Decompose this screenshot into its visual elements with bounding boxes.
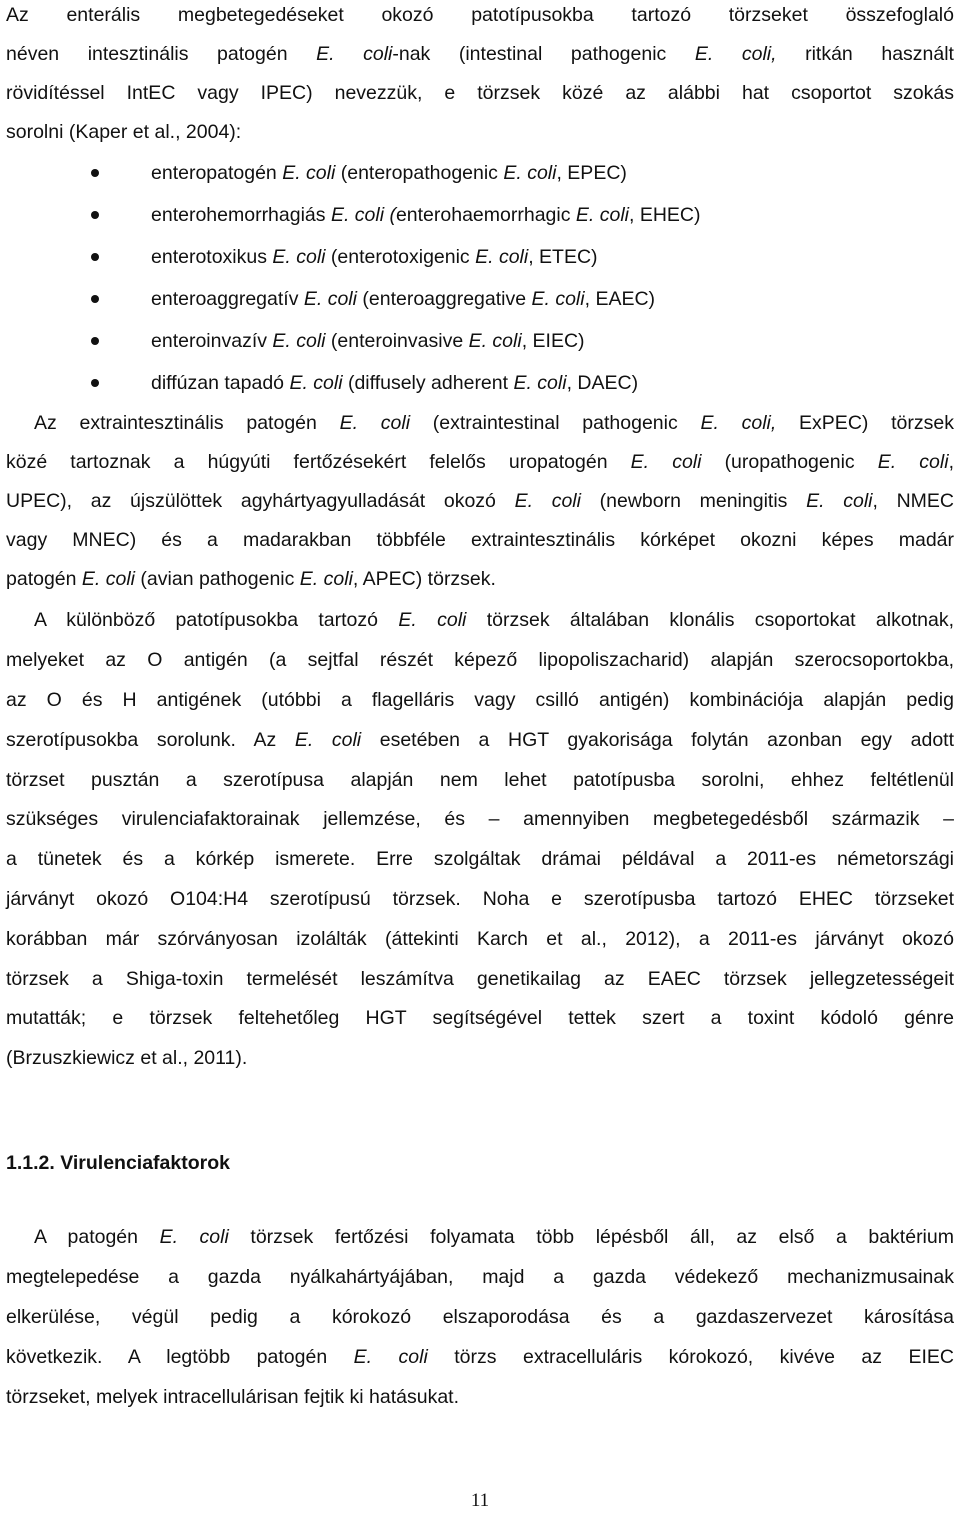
bullet-icon xyxy=(91,379,99,387)
text-line: korábban már szórványosan izolálták (áttekinti Karch et al., 2012), a 2011-es járványt okozó xyxy=(6,928,954,950)
bullet-icon xyxy=(91,211,99,219)
document-page: Az enterális megbetegedéseket okozó patotípusokba tartozó törzseket összefoglaló néven intesztinális patogén E. coli-nak (intestinal pathogenic E. coli, ritkán használt rövidítéssel IntEC vagy IPEC) nevezzük, e törzsek közé az alábbi hat csoportot szokás sorolni (Kaper et al., 2004): enteropatogén E. coli (enteropathogenic E. coli, EPEC) enterohemorrhagiás E. coli (enterohaemorrhagic E. coli, EHEC) enterotoxikus E. coli (enterotoxigenic E. coli, ETEC) enteroaggregatív E. coli (enteroaggregative E. coli, EAEC) enteroinvazív E. coli (enteroinvasive E. coli, EIEC) diffúzan tapadó E. coli (diffusely adherent E. coli, DAEC) Az extraintesztinális patogén E. coli (extraintestinal pathogenic E. coli, ExPEC) törzsek közé tartoznak a húgyúti fertőzésekért felelős uropatogén E. coli (uropathogenic E. coli, UPEC), az újszülöttek agyhártyagyulladását okozó E. coli (newborn meningitis E. coli, NMEC vagy MNEC) és a madarakban többféle extraintesztinális kórképet okozni képes madár patogén E. coli (avian pathogenic E. coli, APEC) törzsek. A különböző patotípusokba tartozó E. coli törzsek általában klonális csoportokat alkotnak, melyeket az O antigén (a sejtfal részét képező lipopoliszacharid) alapján szerocsoportokba, az O és H antigének (utóbbi a flagelláris vagy csilló antigén) kombinációja alapján pedig szerotípusokba sorolunk. Az E. coli esetében a HGT gyakorisága folytán azonban egy adott törzset pusztán a szerotípusa alapján nem lehet patotípusba sorolni, ehhez feltétlenül szükséges virulenciafaktorainak jellemzése, és – amennyiben megbetegedésből származik – a tünetek és a kórkép ismerete. Erre szolgáltak drámai példával a 2011-es németországi járványt okozó O104:H4 szerotípusú törzsek. Noha e szerotípusba tartozó EHEC törzseket korábban már szórványosan izolálták (áttekinti Karch et al., 2012), a 2011-es járványt okozó törzsek a Shiga-toxin termelését leszámítva genetikailag az EAEC törzsek jellegzetességeit mutatták; e törzsek feltehetőleg HGT segítségével tettek szert a toxint kódoló génre (Brzuszkiewicz et al., 2011). 1.1.2. Virulenciafaktorok A patogén E. coli törzsek fertőzési folyamata több lépésből áll, az első a baktérium megtelepedése a gazda nyálkahártyájában, majd a gazda védekező mechanizmusainak elkerülése, végül pedig a kórokozó elszaporodása és a gazdaszervezet károsítása következik. A legtöbb patogén E. coli törzs extracelluláris kórokozó, kivéve az EIEC törzseket, melyek intracellulárisan fejtik ki hatásukat. 11 xyxy=(0,0,960,1513)
text-line: elkerülése, végül pedig a kórokozó elszaporodása és a gazdaszervezet károsítása xyxy=(6,1306,954,1328)
text-line: Az enterális megbetegedéseket okozó patotípusokba tartozó törzseket összefoglaló xyxy=(6,4,954,26)
text-line: vagy MNEC) és a madarakban többféle extraintesztinális kórképet okozni képes madár xyxy=(6,529,954,551)
bullet-icon xyxy=(91,295,99,303)
text-line: (Brzuszkiewicz et al., 2011). xyxy=(6,1047,248,1069)
text-line: közé tartoznak a húgyúti fertőzésekért felelős uropatogén E. coli (uropathogenic E. coli, xyxy=(6,451,954,473)
text-line: az O és H antigének (utóbbi a flagelláris vagy csilló antigén) kombinációja alapján pedig xyxy=(6,689,954,711)
text-line: törzsek a Shiga-toxin termelését leszámítva genetikailag az EAEC törzsek jellegzetességeit xyxy=(6,968,954,990)
text-line: szerotípusokba sorolunk. Az E. coli esetében a HGT gyakorisága folytán azonban egy adott xyxy=(6,729,954,751)
text-line: A különböző patotípusokba tartozó E. coli törzsek általában klonális csoportokat alkotnak, xyxy=(34,609,954,631)
text-line: UPEC), az újszülöttek agyhártyagyulladását okozó E. coli (newborn meningitis E. coli, NMEC xyxy=(6,490,955,512)
text-line: rövidítéssel IntEC vagy IPEC) nevezzük, e törzsek közé az alábbi hat csoportot szokás xyxy=(6,82,954,104)
text-line: néven intesztinális patogén E. coli-nak (intestinal pathogenic E. coli, ritkán használt xyxy=(6,43,954,65)
text-line: sorolni (Kaper et al., 2004): xyxy=(6,121,242,143)
text-line: megtelepedése a gazda nyálkahártyájában, majd a gazda védekező mechanizmusainak xyxy=(6,1266,954,1288)
bullet-icon xyxy=(91,253,99,261)
text-line: a tünetek és a kórkép ismerete. Erre szolgáltak drámai példával a 2011-es németországi xyxy=(6,848,954,870)
text-line: mutatták; e törzsek feltehetőleg HGT segítségével tettek szert a toxint kódoló génre xyxy=(6,1007,954,1029)
text-line: melyeket az O antigén (a sejtfal részét képező lipopoliszacharid) alapján szerocsoportokba, xyxy=(6,649,954,671)
bullet-icon xyxy=(91,169,99,177)
text-line: következik. A legtöbb patogén E. coli törzs extracelluláris kórokozó, kivéve az EIEC xyxy=(6,1346,954,1368)
text-line: szükséges virulenciafaktorainak jellemzése, és – amennyiben megbetegedésből származik – xyxy=(6,808,954,830)
text-line: A patogén E. coli törzsek fertőzési folyamata több lépésből áll, az első a baktérium xyxy=(34,1226,954,1248)
text-line: törzset pusztán a szerotípusa alapján nem lehet patotípusba sorolni, ehhez feltétlenül xyxy=(6,769,954,791)
page-number: 11 xyxy=(470,1490,490,1511)
text-line: járványt okozó O104:H4 szerotípusú törzsek. Noha e szerotípusba tartozó EHEC törzseket xyxy=(6,888,954,910)
text-line: Az extraintesztinális patogén E. coli (extraintestinal pathogenic E. coli, ExPEC) törzsek xyxy=(34,412,954,434)
text-line: patogén E. coli (avian pathogenic E. coli, APEC) törzsek. xyxy=(6,568,496,590)
section-heading: 1.1.2. Virulenciafaktorok xyxy=(6,1152,230,1174)
bullet-icon xyxy=(91,337,99,345)
text-line: törzseket, melyek intracellulárisan fejtik ki hatásukat. xyxy=(6,1386,460,1408)
